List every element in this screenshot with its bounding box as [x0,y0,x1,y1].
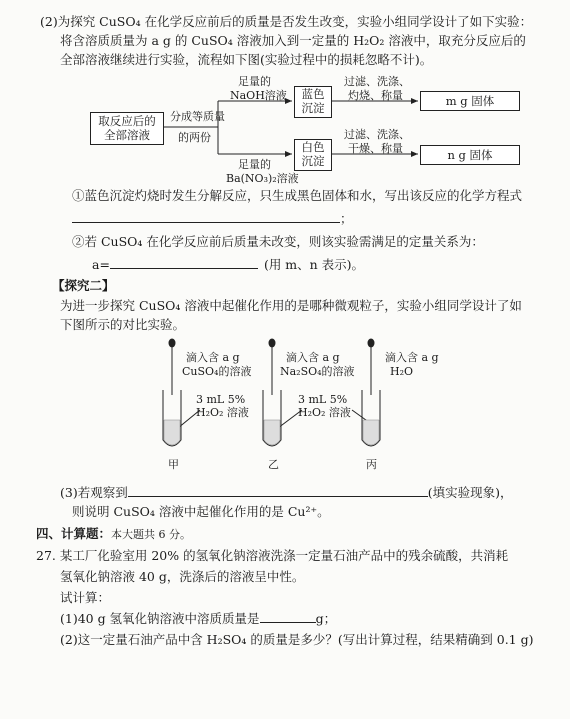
top-reagent-1: 足量的 [238,75,271,88]
q3-conclusion: 则说明 CuSO₄ 溶液中起催化作用的是 Cu²⁺。 [72,504,330,519]
q3-answer-line [60,484,512,501]
tube-1-sol-1: 3 mL 5% [196,393,246,406]
q3-blank[interactable] [128,484,428,497]
q27-line-2: 氢氧化钠溶液 40 g，洗涤后的溶液呈中性。 [60,569,305,584]
q2-intro-line-3: 全部溶液继续进行实验，流程如下图(实验过程中的损耗忽略不计)。 [60,52,433,67]
q2-intro-line-1: (2)为探究 CuSO₄ 在化学反应前后的质量是否发生改变，实验小组同学设计了如下实验： [40,14,533,29]
tube-2-sol-1: 3 mL 5% [298,393,348,406]
bottom-reagent-2: Ba(NO₃)₂溶液 [226,172,299,185]
bottom-reagent-1: 足量的 [238,158,271,171]
q27-sub1-line [60,610,336,627]
tube-1-drop-1: 滴入含 a g [186,351,240,364]
tube-1-drop-2: CuSO₄的溶液 [182,365,252,378]
q27-line-3: 试计算： [60,590,111,605]
bottom-ops-1: 过滤、洗涤、 [344,128,410,141]
q2-intro-line-2: 将含溶质质量为 a g 的 CuSO₄ 溶液加入到一定量的 H₂O₂ 溶液中，取充分反应后的 [60,33,526,48]
q27-sub1: (1)40 g 氢氧化钠溶液中溶质质量是 [60,611,260,626]
blue-precipitate-box: 蓝色 沉淀 [294,86,332,118]
explore2-title: 【探究二】 [52,278,115,293]
tube-1-sol-2: H₂O₂ 溶液 [196,406,249,419]
explore2-text-2: 下图所示的对比实验。 [60,317,186,332]
q2-sub2-text: ②若 CuSO₄ 在化学反应前后质量未改变，则该实验需满足的定量关系为： [72,234,484,249]
section4-note: 本大题共 6 分。 [111,528,192,541]
q2-sub1-end: ； [340,211,353,226]
white-precipitate-box: 白色 沉淀 [294,139,332,171]
section4-heading [36,526,191,543]
tube-2-name: 乙 [268,458,279,471]
top-result-box: m g 固体 [420,91,520,111]
q27-sub1-unit: g； [315,611,337,626]
bottom-ops-2: 干燥、称量 [348,142,403,155]
q3-hint: (填实验现象)， [427,485,513,500]
q27-sub2: (2)这一定量石油产品中含 H₂SO₄ 的质量是多少？(写出计算过程，结果精确到 0.1 g) [60,632,534,647]
tube-3-drop-2: H₂O [390,365,414,378]
tube-3-name: 丙 [366,458,377,471]
q2-sub2-hint: (用 m、n 表示)。 [263,257,365,272]
q2-sub1-text: ①蓝色沉淀灼烧时发生分解反应，只生成黑色固体和水，写出该反应的化学方程式 [72,188,523,203]
split-label-1: 分成等质量 [170,110,225,123]
tube-1-name: 甲 [168,458,179,471]
section4-title: 四、计算题： [36,526,112,541]
start-box: 取反应后的 全部溶液 [90,112,164,145]
top-reagent-2: NaOH溶液 [230,89,287,102]
top-ops-2: 灼烧、称量 [348,89,403,102]
bottom-result-box: n g 固体 [420,145,520,165]
top-ops-1: 过滤、洗涤、 [344,75,410,88]
q27-line-1: 27. 某工厂化验室用 20% 的氢氧化钠溶液洗涤一定量石油产品中的残余硫酸，共消耗 [36,548,509,563]
tube-2-drop-2: Na₂SO₄的溶液 [280,365,355,378]
q2-sub2-a: a= [92,257,110,272]
tube-3-drop-1: 滴入含 a g [385,351,439,364]
split-label-2: 的两份 [178,131,211,144]
tube-2-drop-1: 滴入含 a g [286,351,340,364]
q27-sub1-blank[interactable] [260,610,316,623]
q3-text: (3)若观察到 [60,485,128,500]
explore2-text-1: 为进一步探究 CuSO₄ 溶液中起催化作用的是哪种微观粒子，实验小组同学设计了如 [60,298,522,313]
tube-2-sol-2: H₂O₂ 溶液 [298,406,351,419]
